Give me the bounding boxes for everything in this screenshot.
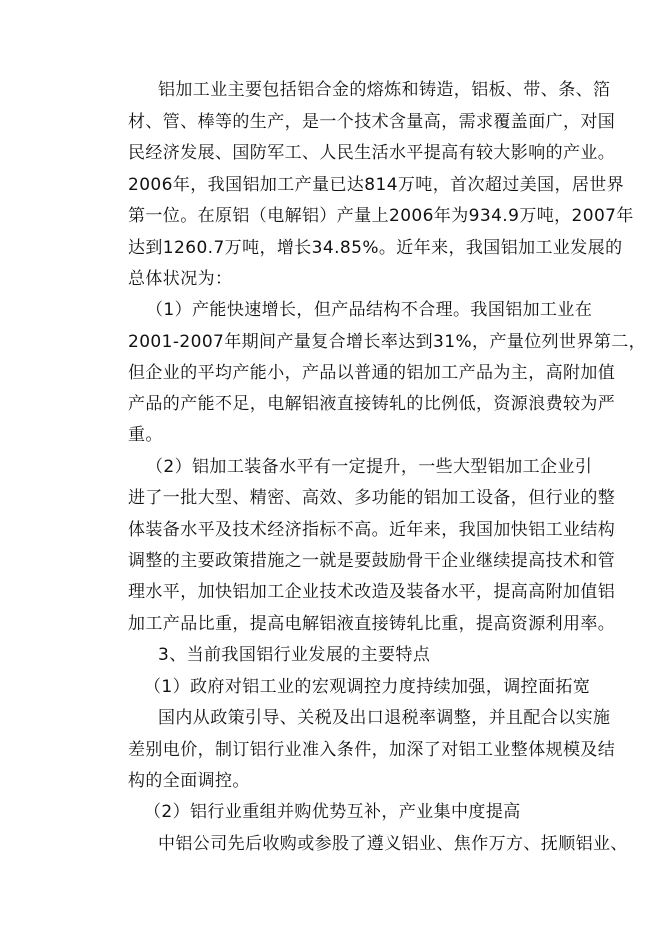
text-line: 差别电价，制订铝行业准入条件，加深了对铝工业整体规模及结 <box>128 740 616 760</box>
text-line: 体装备水平及技术经济指标不高。近年来，我国加快铝工业结构 <box>128 520 616 540</box>
text-line: 2006年，我国铝加工产量已达814万吨，首次超过美国，居世界 <box>128 175 625 195</box>
text-line: 2001-2007年期间产量复合增长率达到31%，产量位列世界第二， <box>128 332 647 352</box>
text-line: 调整的主要政策措施之一就是要鼓励骨干企业继续提高技术和管 <box>128 551 616 571</box>
text-line: 达到1260.7万吨，增长34.85%。近年来，我国铝加工业发展的 <box>128 238 623 258</box>
text-line: 进了一批大型、精密、高效、多功能的铝加工设备，但行业的整 <box>128 488 616 508</box>
subsection-heading: （1）政府对铝工业的宏观调控力度持续加强，调控面拓宽 <box>144 677 591 697</box>
text-line: 重。 <box>128 425 163 445</box>
text-line: （1）产能快速增长，但产品结构不合理。我国铝加工业在 <box>146 300 593 320</box>
subsection-heading: （2）铝行业重组并购优势互补，产业集中度提高 <box>144 802 521 822</box>
text-line: 但企业的平均产能小，产品以普通的铝加工产品为主，高附加值 <box>128 363 616 383</box>
text-line: 构的全面调控。 <box>128 771 250 791</box>
section-heading: 3、当前我国铝行业发展的主要特点 <box>158 645 431 665</box>
text-line: 产品的产能不足，电解铝液直接铸轧的比例低，资源浪费较为严 <box>128 394 616 414</box>
text-line: 理水平，加快铝加工企业技术改造及装备水平，提高高附加值铝 <box>128 582 616 602</box>
text-line: 加工产品比重，提高电解铝液直接铸轧比重，提高资源利用率。 <box>128 614 616 634</box>
text-line: 民经济发展、国防军工、人民生活水平提高有较大影响的产业。 <box>128 143 616 163</box>
text-line: （2）铝加工装备水平有一定提升，一些大型铝加工企业引 <box>146 457 593 477</box>
text-line: 材、管、棒等的生产，是一个技术含量高，需求覆盖面广，对国 <box>128 112 616 132</box>
text-line: 中铝公司先后收购或参股了遵义铝业、焦作万方、抚顺铝业、 <box>158 834 628 854</box>
text-line: 国内从政策引导、关税及出口退税率调整，并且配合以实施 <box>158 708 611 728</box>
text-line: 第一位。在原铝（电解铝）产量上2006年为934.9万吨，2007年 <box>128 206 634 226</box>
text-line: 总体状况为： <box>128 269 233 289</box>
text-line: 铝加工业主要包括铝合金的熔炼和铸造，铝板、带、条、箔 <box>158 80 611 100</box>
